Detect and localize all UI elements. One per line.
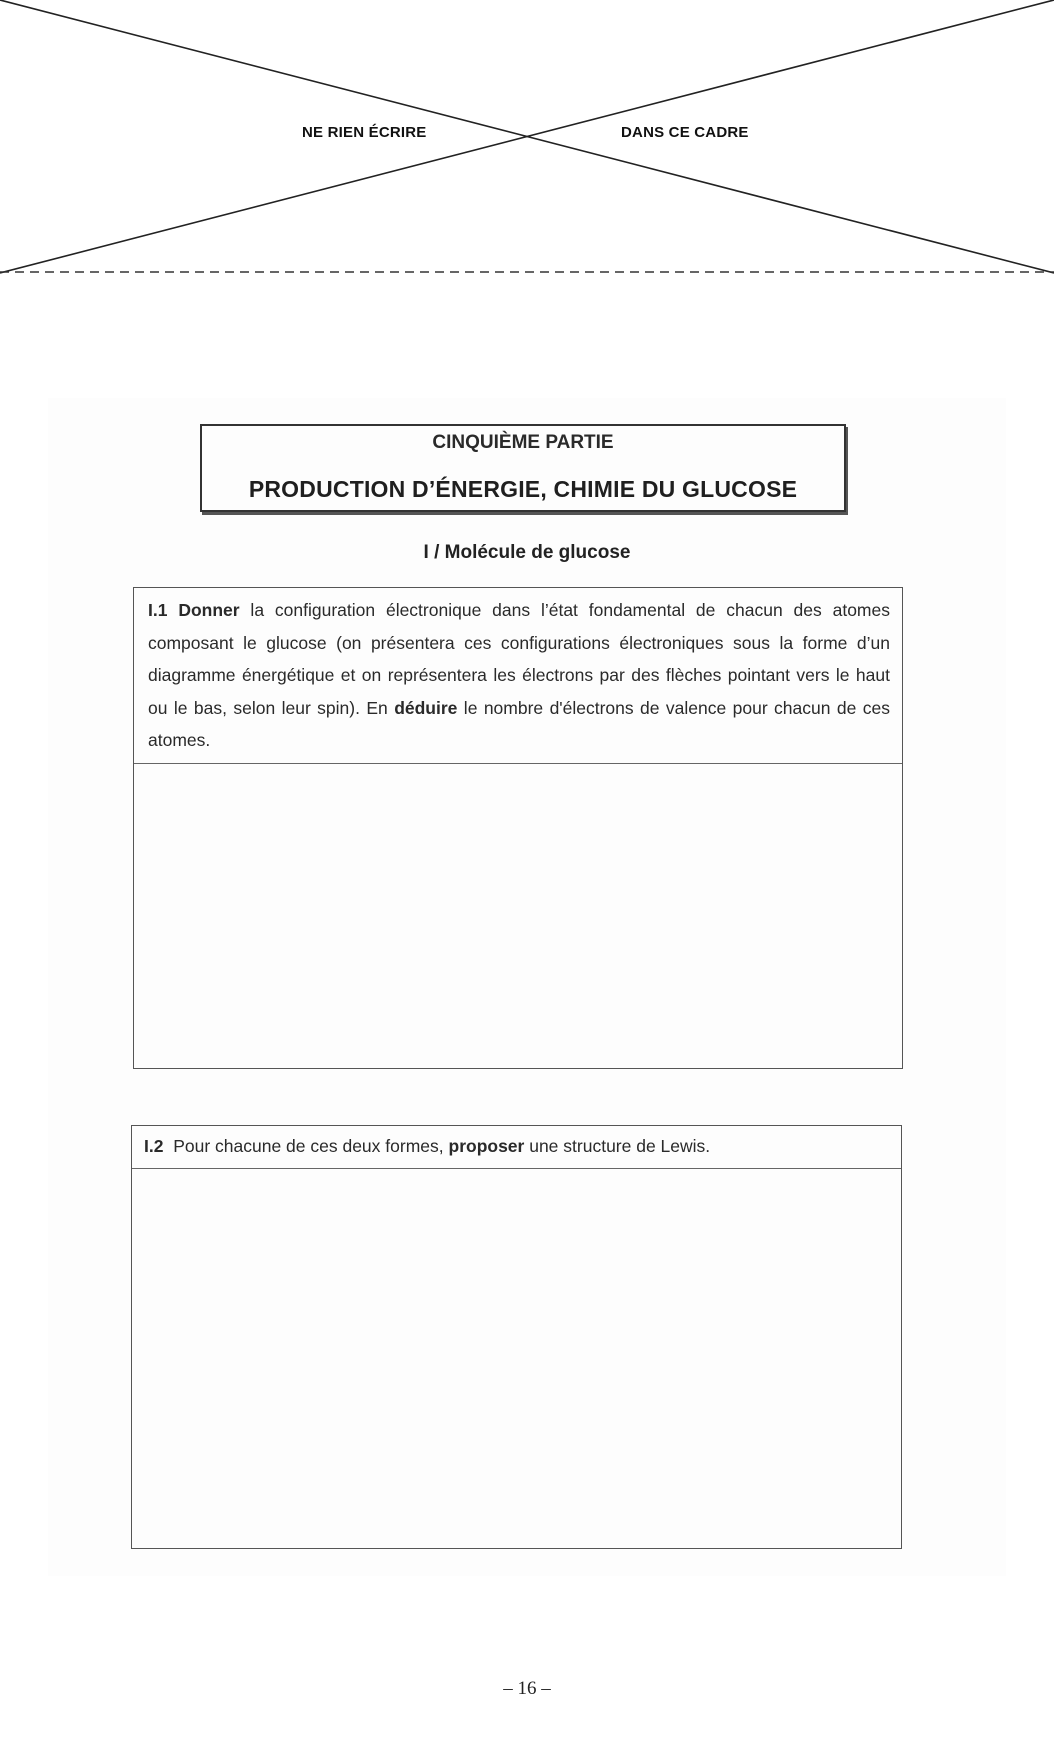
- cross-out-lines: [0, 0, 1054, 275]
- no-write-zone: [0, 0, 1054, 275]
- page-number: – 16 –: [503, 1678, 551, 1699]
- part-title-box: [200, 424, 846, 512]
- question-text-1a: la configuration électronique dans l’état fondamental de chacun des atomes composant le glucose (on présentera ces configurations électroniques sous la forme d’un diagramme énergétique et on représentera les électrons par des flèches pointant vers le haut ou le bas, selon leur spin). En: [148, 600, 890, 718]
- question-box-2: [131, 1125, 902, 1549]
- part-title: PRODUCTION D’ÉNERGIE, CHIMIE DU GLUCOSE: [248, 476, 798, 502]
- part-kicker: CINQUIÈME PARTIE: [432, 432, 614, 453]
- answer-area-1[interactable]: [134, 764, 902, 1068]
- no-write-label-left: NE RIEN ÉCRIRE: [302, 124, 427, 141]
- question-text-2b: une structure de Lewis.: [524, 1136, 711, 1156]
- answer-area-2[interactable]: [132, 1169, 901, 1548]
- question-text-2a: Pour chacune de ces deux formes,: [163, 1136, 449, 1156]
- question-box-1: [133, 587, 903, 1069]
- question-prompt-2: [132, 1126, 901, 1169]
- question-keyword-deduire: déduire: [394, 697, 458, 718]
- no-write-label-right: DANS CE CADRE: [621, 124, 749, 141]
- question-prompt-1: [134, 588, 902, 764]
- question-text-1b: le nombre d'électrons de valence pour chacun de ces atomes.: [148, 697, 890, 750]
- question-keyword-donner: Donner: [178, 600, 240, 620]
- question-keyword-proposer: proposer: [448, 1136, 525, 1156]
- question-number-2: I.2: [144, 1136, 164, 1156]
- section-heading: I / Molécule de glucose: [423, 542, 631, 563]
- question-number-1: I.1: [148, 600, 168, 620]
